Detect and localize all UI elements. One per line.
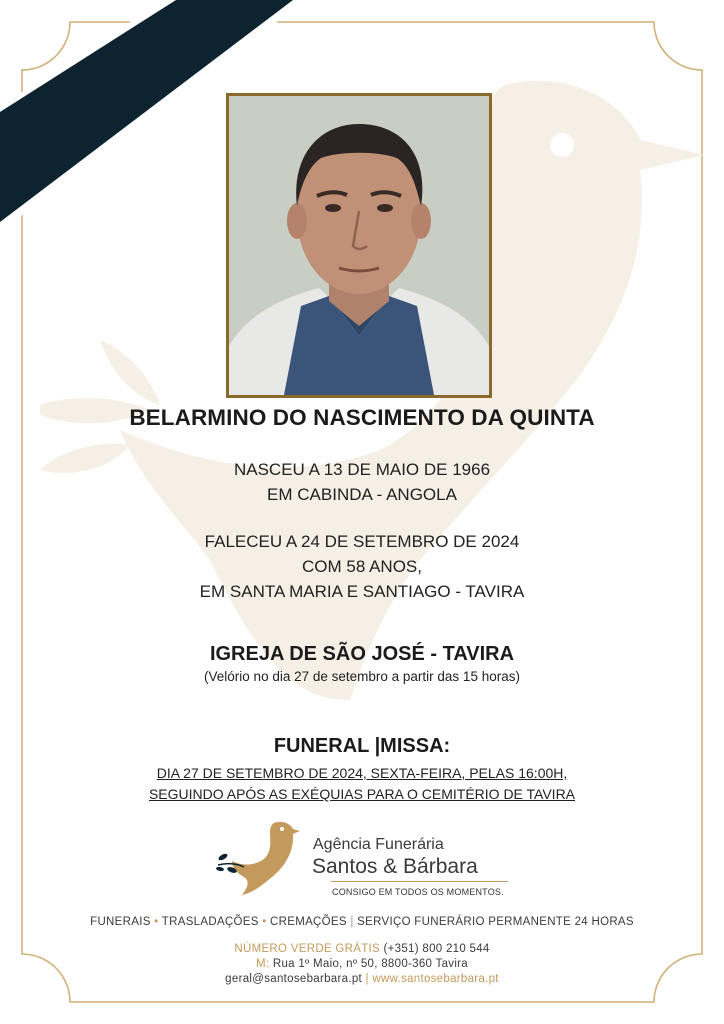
agency-tagline: CONSIGO EM TODOS OS MOMENTOS. (332, 887, 504, 897)
death-date: FALECEU A 24 DE SETEMBRO DE 2024 (204, 532, 520, 551)
church-name: IGREJA DE SÃO JOSÉ - TAVIRA (209, 643, 515, 665)
dove-with-branch-icon (214, 817, 304, 899)
address: Rua 1º Maio, nº 50, 8800-360 Tavira (272, 958, 468, 970)
death-age: COM 58 ANOS, (302, 557, 422, 576)
address-label: M: (255, 958, 270, 970)
services-list (0, 916, 724, 928)
phone-line (0, 943, 724, 955)
funeral-details-line1: DIA 27 DE SETEMBRO DE 2024, SEXTA-FEIRA, PELAS 16:00H, (156, 765, 568, 781)
agency-title-line1: Agência Funerária (313, 836, 444, 853)
contact-separator: | (365, 973, 369, 985)
service-transfers: TRASLADAÇÕES (161, 916, 259, 928)
service-separator-dot: • (262, 916, 267, 928)
service-funerals: FUNERAIS (90, 916, 151, 928)
website-link[interactable]: www.santosebarbara.pt (372, 973, 499, 985)
phone-number[interactable]: (+351) 800 210 544 (383, 943, 490, 955)
service-separator-bar: | (350, 916, 354, 928)
portrait-photo (226, 93, 492, 398)
death-place: EM SANTA MARIA E SANTIAGO - TAVIRA (199, 582, 525, 601)
service-cremations: CREMAÇÕES (270, 916, 347, 928)
birth-date: NASCEU A 13 DE MAIO DE 1966 (233, 460, 491, 479)
death-info (0, 529, 724, 604)
birth-place: EM CABINDA - ANGOLA (267, 485, 457, 504)
email-link[interactable]: geral@santosebarbara.pt (225, 973, 363, 985)
service-permanent: SERVIÇO FUNERÁRIO PERMANENTE 24 HORAS (357, 916, 634, 928)
deceased-name: BELARMINO DO NASCIMENTO DA QUINTA (129, 405, 595, 430)
service-separator-dot: • (154, 916, 159, 928)
birth-info (0, 457, 724, 507)
funeral-details-line2: SEGUINDO APÓS AS EXÉQUIAS PARA O CEMITÉRIO DE TAVIRA (148, 786, 576, 802)
address-line (0, 958, 724, 970)
phone-label: NÚMERO VERDE GRÁTIS (234, 943, 381, 955)
wake-info: (Velório no dia 27 de setembro a partir das 15 horas) (204, 669, 520, 684)
web-line (0, 973, 724, 985)
agency-title-line2: Santos & Bárbara (312, 855, 478, 878)
logo-divider (331, 881, 508, 882)
funeral-heading: FUNERAL |MISSA: (273, 735, 451, 757)
